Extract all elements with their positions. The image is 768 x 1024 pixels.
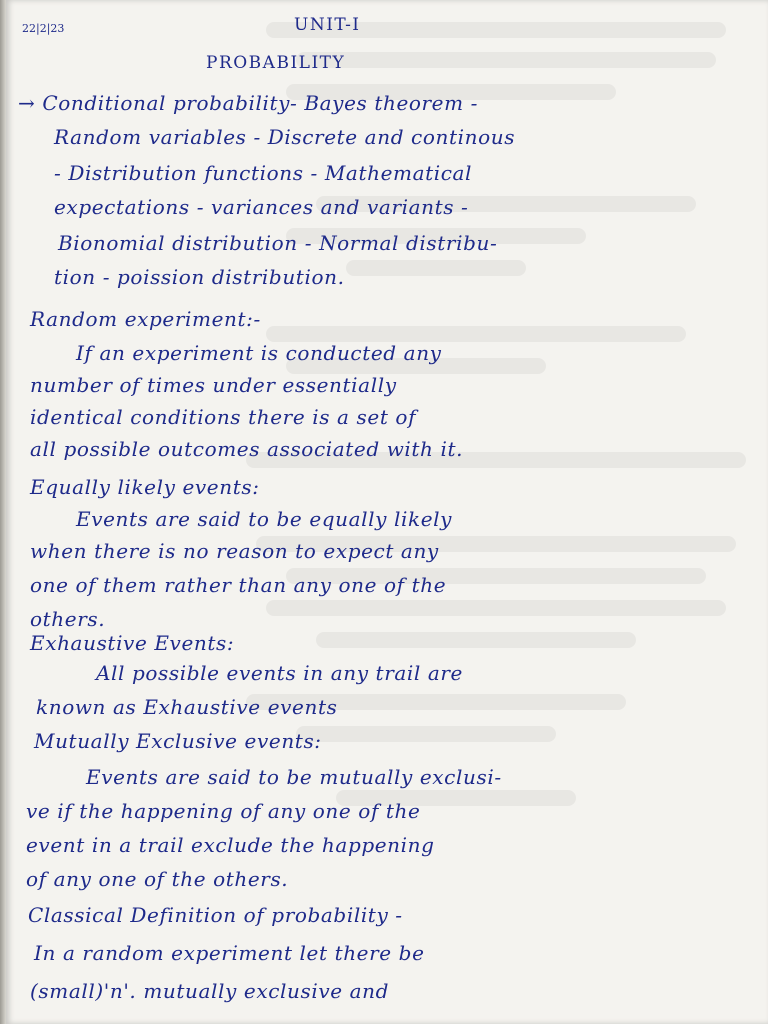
- body-line: others.: [30, 607, 106, 631]
- body-line: all possible outcomes associated with it.: [30, 437, 464, 461]
- body-line: of any one of the others.: [26, 867, 289, 891]
- body-line: number of times under essentially: [30, 373, 397, 397]
- body-line: identical conditions there is a set of: [30, 405, 417, 429]
- body-line: known as Exhaustive events: [36, 695, 338, 719]
- syllabus-line: → Conditional probability- Bayes theorem -: [18, 91, 478, 115]
- syllabus-line: - Distribution functions - Mathematical: [54, 161, 473, 185]
- syllabus-line: Bionomial distribution - Normal distribu-: [58, 231, 498, 255]
- heading-exhaustive-events: Exhaustive Events:: [30, 631, 235, 655]
- body-line: In a random experiment let there be: [34, 941, 425, 965]
- syllabus-line: expectations - variances and variants -: [54, 195, 469, 219]
- heading-classical-definition: Classical Definition of probability -: [28, 903, 403, 927]
- body-line: (small)'n'. mutually exclusive and: [30, 979, 390, 1003]
- syllabus-line: Random variables - Discrete and continous: [54, 125, 516, 149]
- heading-equally-likely: Equally likely events:: [30, 475, 260, 499]
- body-line: event in a trail exclude the happening: [26, 833, 435, 857]
- body-line: one of them rather than any one of the: [30, 573, 447, 597]
- body-line: All possible events in any trail are: [96, 661, 463, 685]
- body-line: when there is no reason to expect any: [30, 539, 439, 563]
- heading-random-experiment: Random experiment:-: [30, 307, 261, 331]
- body-line: If an experiment is conducted any: [76, 341, 442, 365]
- syllabus-line: tion - poission distribution.: [54, 265, 345, 289]
- body-line: ve if the happening of any one of the: [26, 799, 421, 823]
- heading-mutually-exclusive: Mutually Exclusive events:: [34, 729, 322, 753]
- body-line: Events are said to be mutually exclusi-: [86, 765, 502, 789]
- page-title: PROBABILITY: [206, 53, 346, 73]
- page-date: 22|2|23: [22, 22, 65, 35]
- body-line: Events are said to be equally likely: [76, 507, 453, 531]
- unit-label: UNIT-I: [294, 15, 361, 35]
- notebook-page: [6, 0, 768, 1024]
